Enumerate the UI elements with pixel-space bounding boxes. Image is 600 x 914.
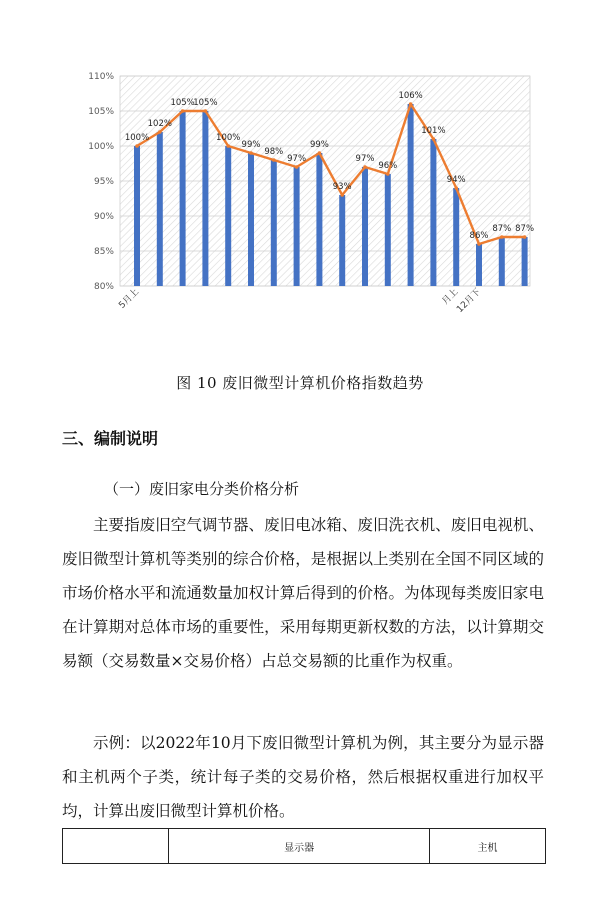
bar [430,139,436,286]
data-label: 100% [216,133,241,143]
table-cell-host: 主机 [430,829,546,864]
bar [339,195,345,286]
data-label: 99% [241,140,261,150]
paragraph-example: 示例：以2022年10月下废旧微型计算机为例，其主要分为显示器和主机两个子类，统计每子类的交易价格，然后根据权重进行加权平均，计算出废旧微型计算机价格。 [62,734,544,820]
data-label: 98% [264,147,284,157]
data-label: 100% [124,133,150,143]
line-point [386,172,390,176]
line-point [135,144,139,148]
line-point [318,151,322,155]
table-row [63,829,546,864]
y-tick-label: 90% [93,212,114,222]
bar [476,244,482,286]
price-index-chart [78,62,548,332]
bar [362,167,368,286]
line-point [523,235,527,239]
data-label: 99% [309,140,329,150]
table-cell-monitor: 显示器 [169,829,430,864]
bar [522,237,528,286]
data-label: 105% [170,98,195,108]
data-label: 106% [398,91,423,101]
bar [408,104,414,286]
y-tick-label: 85% [93,247,114,257]
y-tick-label: 95% [93,177,114,187]
data-label: 97% [287,154,307,164]
line-point [158,130,162,134]
bar [225,146,231,286]
line-point [340,193,344,197]
data-label: 87% [492,224,512,234]
x-tick-label: 月上 [440,287,461,307]
data-label: 101% [421,126,446,136]
y-tick-label: 105% [88,107,114,117]
subcategory-table [62,828,546,864]
data-label: 86% [469,231,489,241]
bar [294,167,300,286]
line-point [181,109,185,113]
line-point [500,235,504,239]
line-point [409,102,413,106]
data-label: 97% [355,154,375,164]
line-point [295,165,299,169]
line-point [363,165,367,169]
sub-heading: （一）废旧家电分类价格分析 [104,480,300,498]
y-tick-label: 110% [88,72,114,82]
paragraph-method: 主要指废旧空气调节器、废旧电冰箱、废旧洗衣机、废旧电视机、废旧微型计算机等类别的综合价格，是根据以上类别在全国不同区域的市场价格水平和流通数量加权计算后得到的价格。为体现每类废旧家电在计算期对总体市场的重要性，采用每期更新权数的方法，以计算期交易额（交易数量×交易价格）占总交易额的比重作为权重。 [62,516,544,670]
bar [271,160,277,286]
figure-caption: 图 10 废旧微型计算机价格指数趋势 [176,374,424,392]
data-label: 93% [332,182,352,192]
line-point [272,158,276,162]
data-label: 105% [193,98,218,108]
y-tick-label: 100% [88,142,114,152]
line-point [226,144,230,148]
data-label: 96% [378,161,398,171]
bar [385,174,391,286]
bar [316,153,322,286]
line-point [249,151,253,155]
bar [248,153,254,286]
x-tick-label: 5月上 [117,287,142,311]
data-label: 94% [446,175,466,185]
bar [202,111,208,286]
data-label: 102% [147,119,172,129]
table-cell-blank [63,829,169,864]
y-tick-label: 80% [93,282,114,292]
bar [134,146,140,286]
line-point [204,109,208,113]
data-label: 87% [515,224,535,234]
bar [499,237,505,286]
line-point [432,137,436,141]
bar [453,188,459,286]
line-point [454,186,458,190]
line-point [477,242,481,246]
section-heading: 三、编制说明 [62,429,159,448]
bar [157,132,163,286]
bar [180,111,186,286]
x-tick-label: 12月下 [455,287,484,315]
